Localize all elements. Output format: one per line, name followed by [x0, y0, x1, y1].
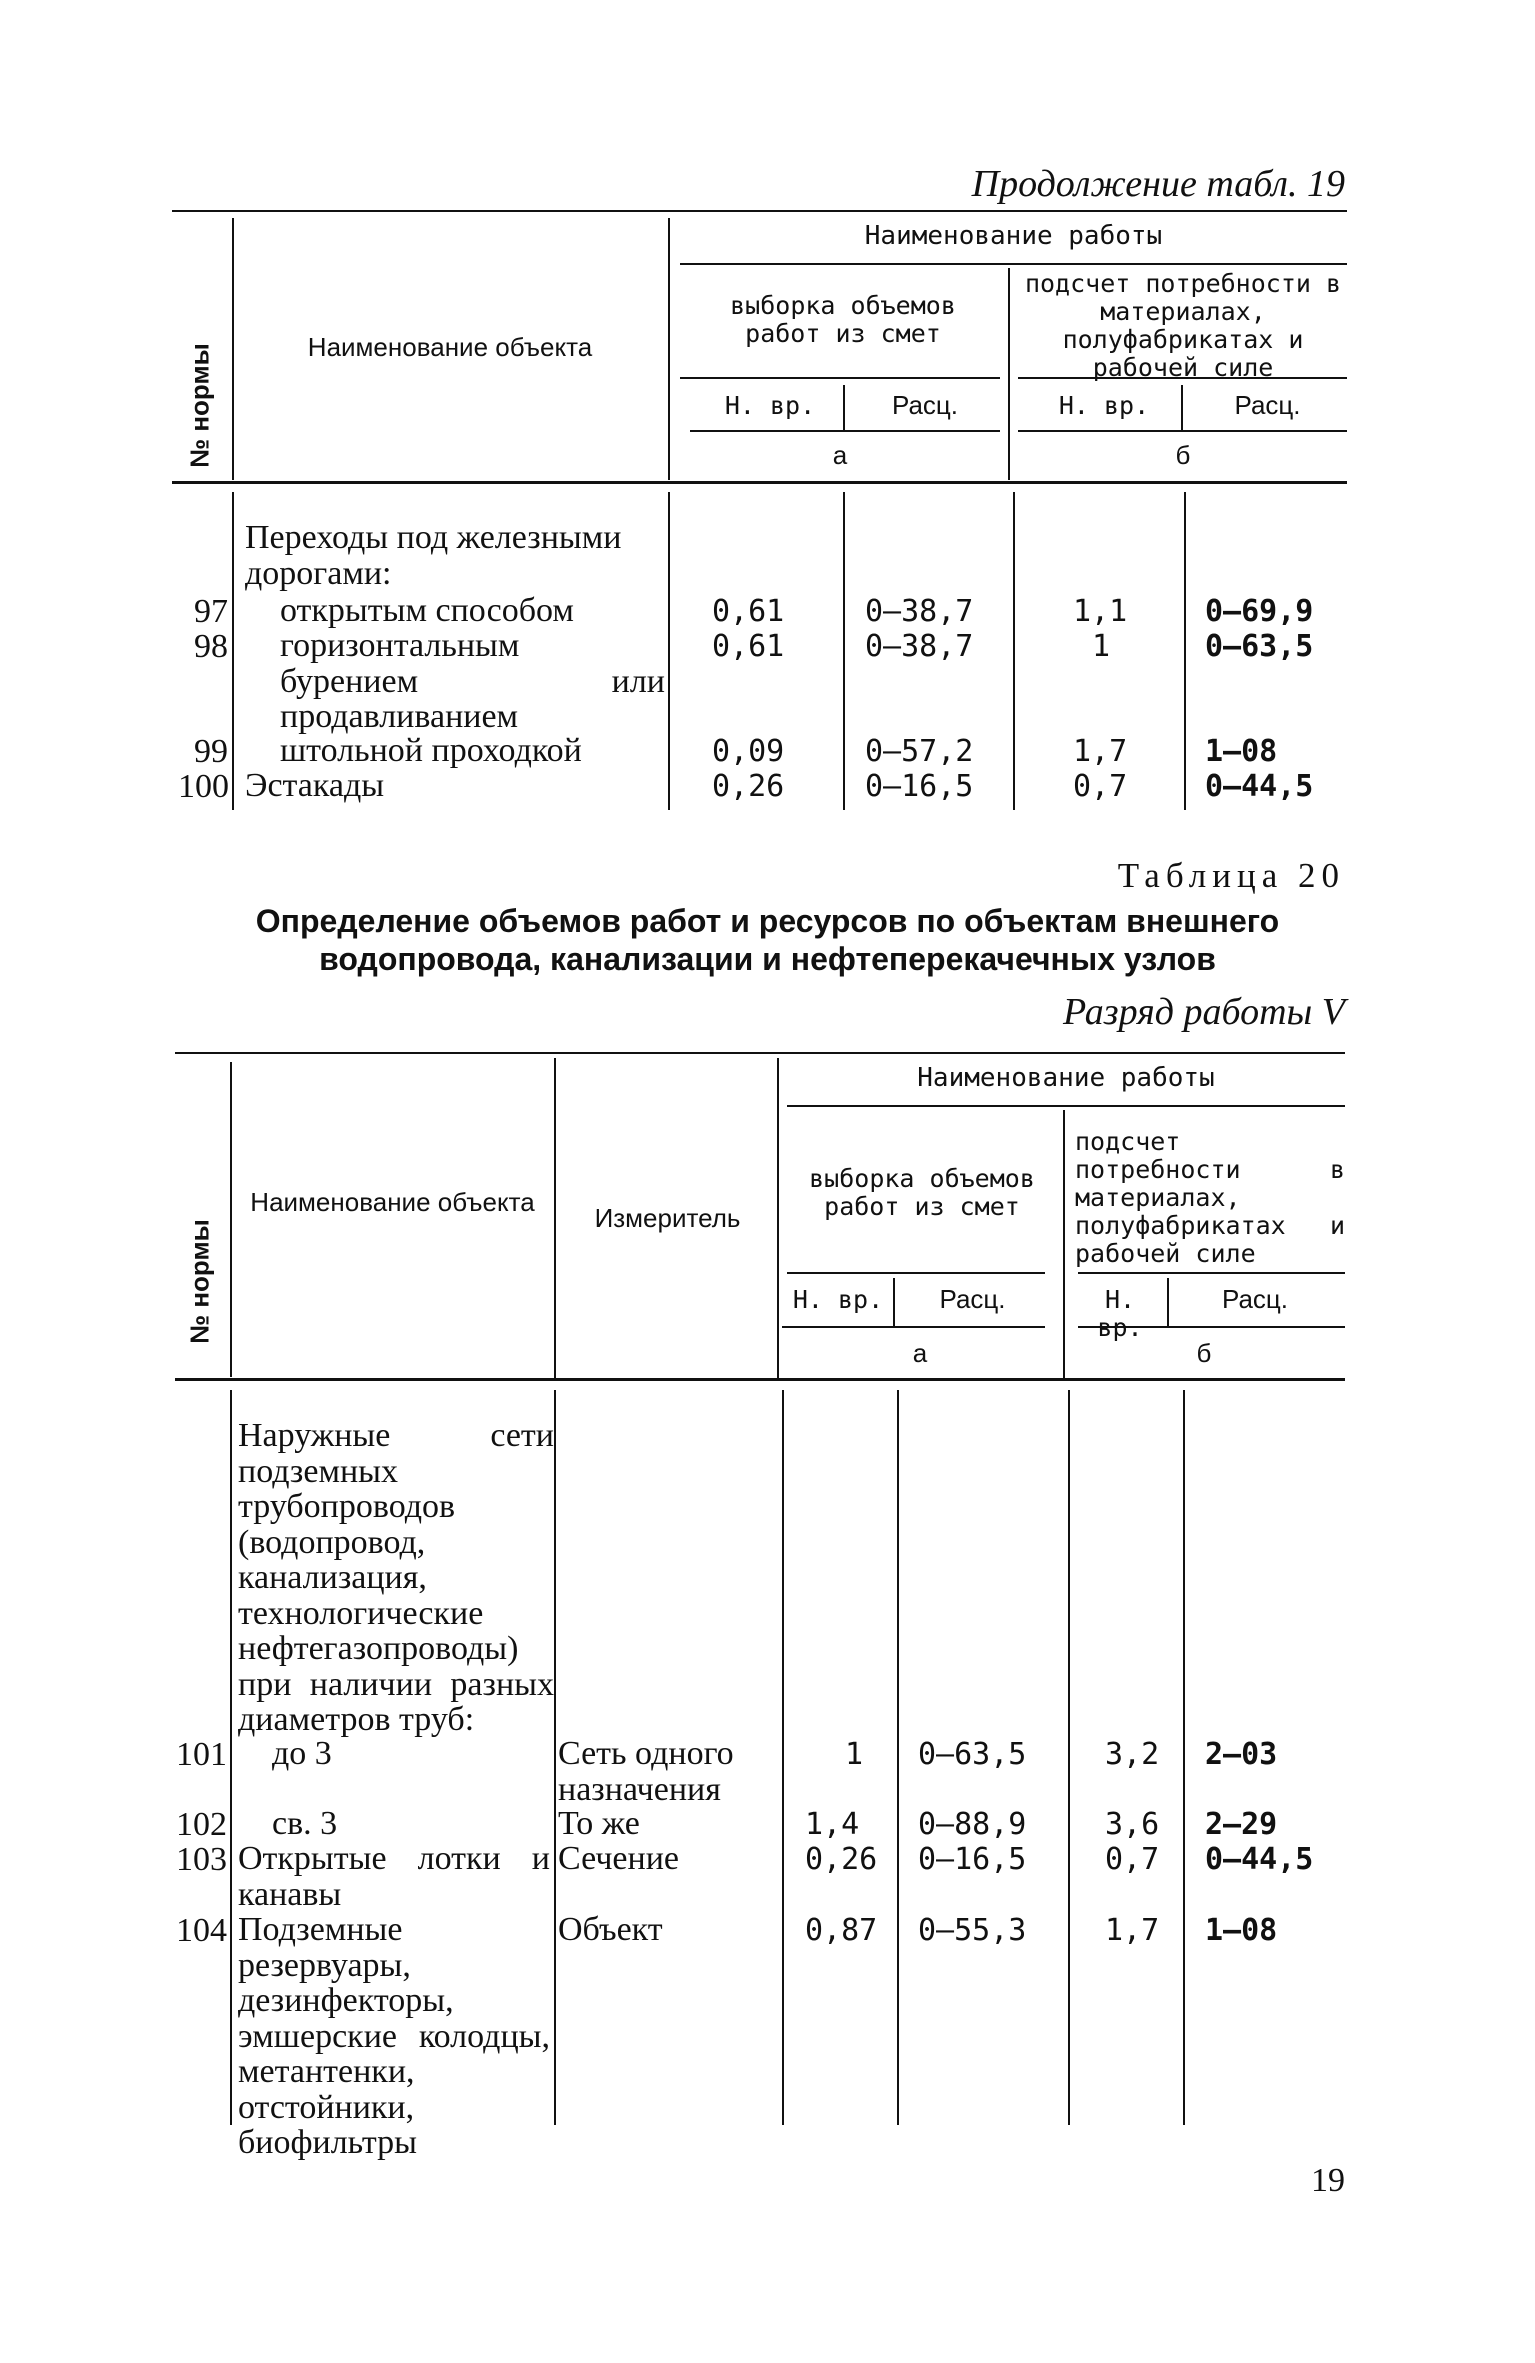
- col-a-rasc-header: Расц.: [891, 390, 959, 420]
- row-name: горизонтальным бурением или продавливанием: [280, 627, 665, 735]
- col-b-rasc-header: Расц.: [1221, 1284, 1289, 1314]
- b-rasc: 0—44,5: [1205, 769, 1314, 804]
- a-rasc: 0—16,5: [918, 1842, 1027, 1877]
- b-rasc: 2—29: [1205, 1807, 1278, 1842]
- b-nvr: 1: [1092, 629, 1111, 664]
- row-no: 99: [194, 733, 228, 770]
- col-a-title: выборка объемов работ из смет: [809, 1164, 1035, 1221]
- b-nvr: 0,7: [1073, 769, 1128, 804]
- a-nvr: 0,26: [712, 769, 785, 804]
- norm-no-header: № нормы: [184, 1219, 215, 1344]
- a-nvr: 0,09: [712, 734, 785, 769]
- object-name-header: Наименование объекта: [307, 332, 593, 362]
- a-rasc: 0—38,7: [865, 594, 974, 629]
- a-rasc: 0—57,2: [865, 734, 974, 769]
- a-rasc: 0—63,5: [918, 1737, 1027, 1772]
- letter-a: а: [832, 440, 848, 470]
- table20-label: Таблица 20: [1117, 856, 1345, 895]
- a-nvr: 0,26: [805, 1842, 878, 1877]
- row-no: 97: [194, 593, 228, 630]
- a-rasc: 0—55,3: [918, 1913, 1027, 1948]
- a-rasc: 0—16,5: [865, 769, 974, 804]
- row-measure: Сечение: [558, 1840, 680, 1877]
- b-rasc: 0—44,5: [1205, 1842, 1314, 1877]
- page-number: 19: [1311, 2162, 1345, 2199]
- col-b-title: подсчет потребности в материалах, полуфабрикатах и рабочей силе: [1024, 269, 1342, 382]
- col-b-nvr-header: Н. вр.: [1097, 1285, 1143, 1342]
- col-a-nvr-header: Н. вр.: [792, 1285, 884, 1314]
- row-name: Подземные резервуары, дезинфекторы, эмшерские колодцы, метантенки, отстойники, биофильтры: [238, 1911, 550, 2161]
- row-name: открытым способом: [280, 592, 574, 629]
- col-b-rasc-header: Расц.: [1234, 390, 1301, 420]
- a-nvr: 0,61: [712, 629, 785, 664]
- b-nvr: 1,1: [1073, 594, 1128, 629]
- work-name-header: Наименование работы: [917, 1063, 1215, 1093]
- b-rasc: 0—63,5: [1205, 629, 1314, 664]
- a-nvr: 1,4: [805, 1807, 860, 1842]
- b-nvr: 3,6: [1105, 1807, 1160, 1842]
- b-rasc: 0—69,9: [1205, 594, 1314, 629]
- col-b-nvr-header: Н. вр.: [1058, 391, 1150, 420]
- row-name: до 3: [272, 1735, 332, 1772]
- row-measure: Сеть одного назначения: [558, 1735, 734, 1808]
- letter-a: а: [912, 1338, 928, 1368]
- a-rasc: 0—38,7: [865, 629, 974, 664]
- table20-grade: Разряд работы V: [1063, 991, 1345, 1033]
- a-nvr: 1: [845, 1737, 864, 1772]
- row-no: 101: [176, 1736, 227, 1773]
- row-measure: Объект: [558, 1911, 663, 1948]
- row-no: 103: [176, 1841, 227, 1878]
- a-nvr: 0,61: [712, 594, 785, 629]
- row-name: Эстакады: [245, 767, 385, 804]
- object-name-header: Наименование объекта: [250, 1187, 535, 1217]
- group-title: Наружные сети подземных трубопроводов (водопровод, канализация, технологические нефтегазопроводы) при наличии разных диаметров труб:: [238, 1417, 554, 1738]
- row-name: св. 3: [272, 1805, 338, 1842]
- row-no: 104: [176, 1912, 227, 1949]
- row-no: 102: [176, 1806, 227, 1843]
- b-rasc: 1—08: [1205, 734, 1278, 769]
- a-nvr: 0,87: [805, 1913, 878, 1948]
- b-rasc: 1—08: [1205, 1913, 1278, 1948]
- row-name: штольной проходкой: [280, 732, 582, 769]
- row-measure: То же: [558, 1805, 640, 1842]
- b-nvr: 3,2: [1105, 1737, 1160, 1772]
- group-title: Переходы под железными дорогами:: [245, 519, 622, 592]
- table19-continuation-caption: Продолжение табл. 19: [971, 163, 1345, 205]
- b-rasc: 2—03: [1205, 1737, 1278, 1772]
- row-no: 100: [178, 768, 229, 805]
- measure-header: Измеритель: [594, 1203, 741, 1233]
- letter-b: б: [1196, 1338, 1212, 1368]
- col-a-rasc-header: Расц.: [939, 1284, 1006, 1314]
- table20-title: Определение объемов работ и ресурсов по объектам внешнего водопровода, канализации и нефтеперекачечных узлов: [255, 903, 1280, 977]
- work-name-header: Наименование работы: [864, 221, 1163, 251]
- norm-no-header: № нормы: [184, 343, 215, 468]
- col-a-title: выборка объемов работ из смет: [730, 291, 956, 348]
- col-a-nvr-header: Н. вр.: [724, 391, 816, 420]
- col-b-title: подсчет потребности в материалах, полуфабрикатах и рабочей силе: [1075, 1127, 1345, 1268]
- b-nvr: 0,7: [1105, 1842, 1160, 1877]
- letter-b: б: [1175, 440, 1191, 470]
- a-rasc: 0—88,9: [918, 1807, 1027, 1842]
- b-nvr: 1,7: [1105, 1913, 1160, 1948]
- b-nvr: 1,7: [1073, 734, 1128, 769]
- row-name: Открытые лотки и канавы: [238, 1840, 550, 1913]
- row-no: 98: [194, 628, 228, 665]
